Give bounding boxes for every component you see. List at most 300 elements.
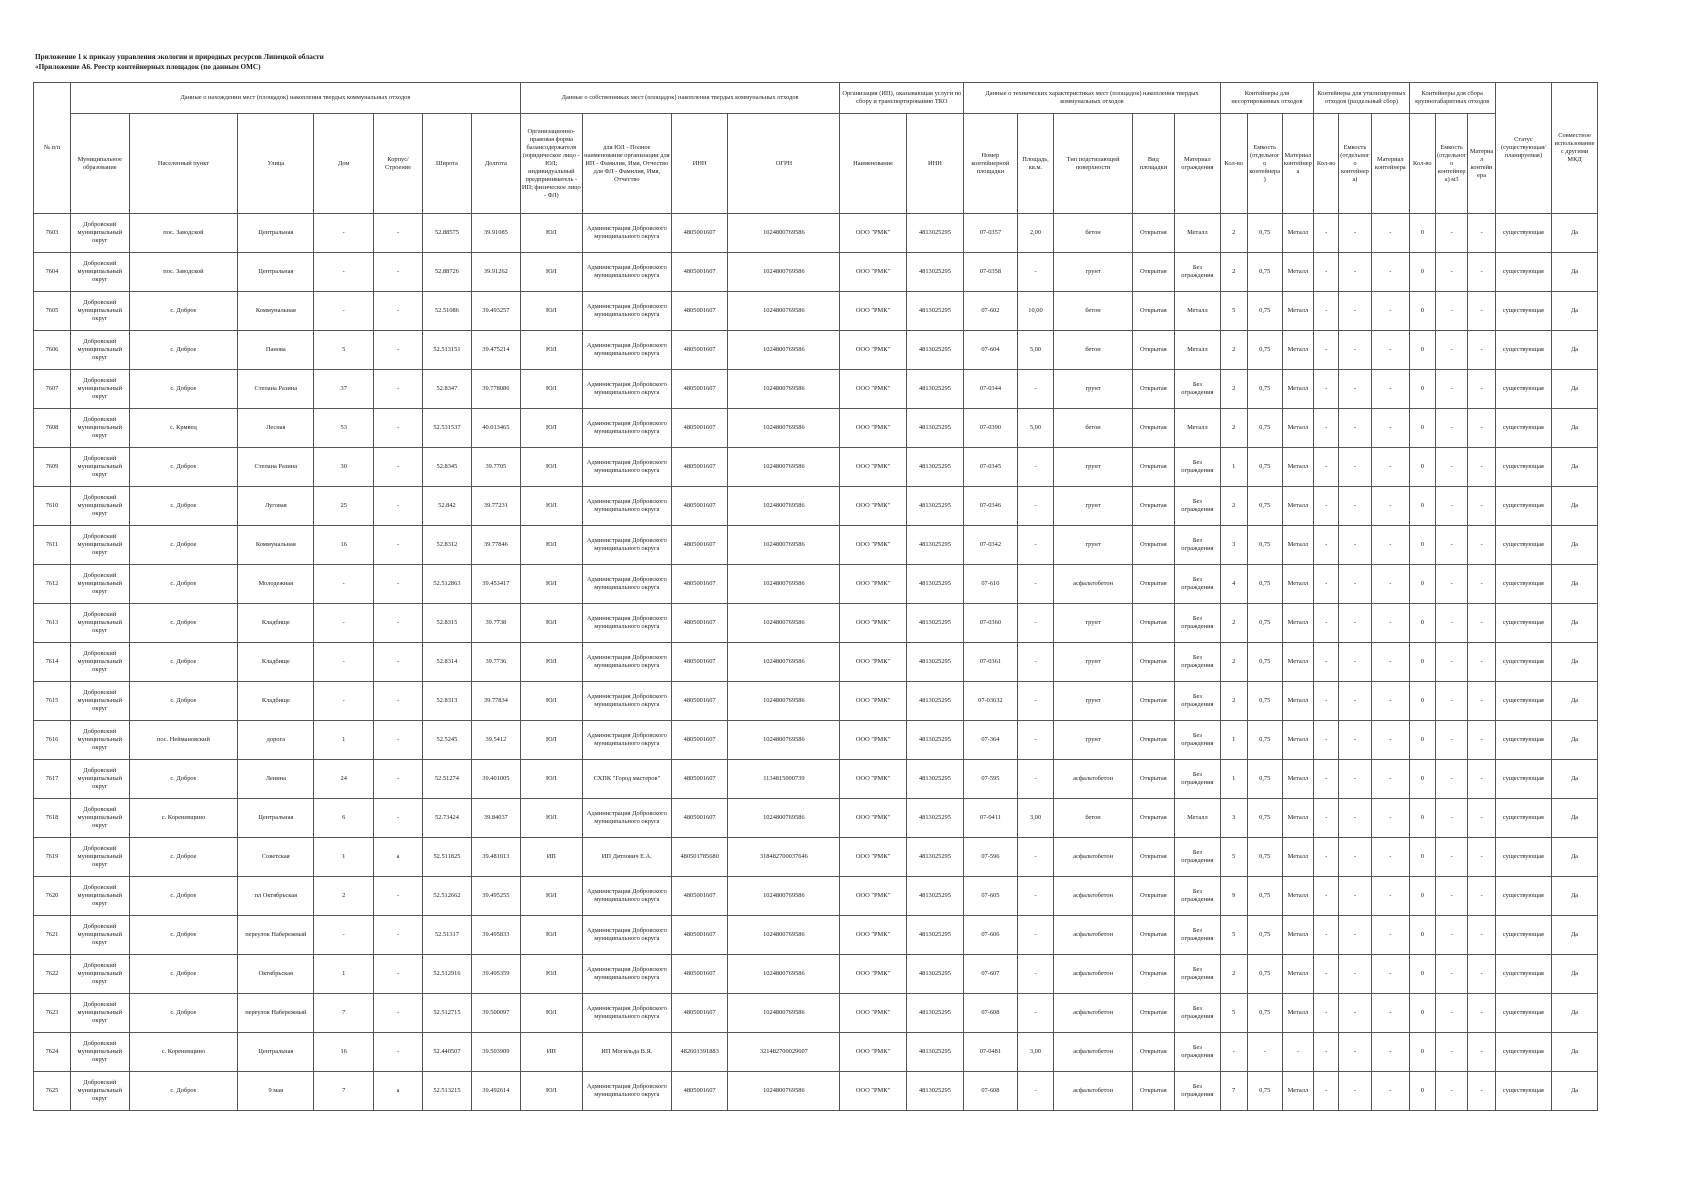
cell-bulky-capacity: - <box>1435 604 1468 643</box>
col-sorted-capacity: Емкость (отдельного контейнера) <box>1247 114 1282 214</box>
cell-status: существующая <box>1495 1033 1552 1072</box>
cell-inn: 4805001607 <box>671 916 728 955</box>
cell-municipality: Добровский муниципальный округ <box>70 799 129 838</box>
cell-bulky-material: - <box>1468 292 1495 331</box>
cell-area: - <box>1017 916 1054 955</box>
cell-settlement: с. Доброе <box>129 643 238 682</box>
cell-street: Центральная <box>238 214 314 253</box>
cell-recycle-material: - <box>1371 955 1409 994</box>
cell-bulky-count: 0 <box>1409 409 1435 448</box>
cell-org-name: ООО "РМК" <box>840 604 906 643</box>
cell-recycle-capacity: - <box>1339 877 1372 916</box>
cell-inn: 482601391883 <box>671 1033 728 1072</box>
cell-ogrn: 1024800769586 <box>728 721 840 760</box>
col-site-no: Номер контейнерной площадки <box>964 114 1017 214</box>
cell-site-no: 07-608 <box>964 994 1017 1033</box>
table-row <box>34 604 1598 643</box>
cell-area: - <box>1017 760 1054 799</box>
cell-sorted-capacity: 0,75 <box>1247 409 1282 448</box>
cell-org-name: ООО "РМК" <box>840 1033 906 1072</box>
cell-joint: Да <box>1552 526 1598 565</box>
cell-site-type: Открытая <box>1132 409 1174 448</box>
cell-sorted-count: 2 <box>1220 643 1247 682</box>
cell-sorted-material: Металл <box>1282 448 1314 487</box>
cell-recycle-material: - <box>1371 370 1409 409</box>
cell-house: 1 <box>314 955 374 994</box>
cell-org-name: ООО "РМК" <box>840 292 906 331</box>
cell-ogrn: 318482700037646 <box>728 838 840 877</box>
cell-org-name: ООО "РМК" <box>840 838 906 877</box>
cell-site-no: 07-610 <box>964 565 1017 604</box>
cell-legal-form: ЮЛ <box>520 526 582 565</box>
cell-owner-name: Администрация Добровского муниципального округа <box>582 214 671 253</box>
cell-lon: 39.7736 <box>471 643 520 682</box>
cell-municipality: Добровский муниципальный округ <box>70 916 129 955</box>
cell-bulky-count: 0 <box>1409 292 1435 331</box>
cell-recycle-count: - <box>1314 565 1339 604</box>
cell-sorted-material: Металл <box>1282 1072 1314 1111</box>
cell-municipality: Добровский муниципальный округ <box>70 370 129 409</box>
cell-sorted-material: Металл <box>1282 838 1314 877</box>
cell-org-inn: 4813025295 <box>906 838 964 877</box>
cell-street: Луговая <box>238 487 314 526</box>
cell-recycle-material: - <box>1371 838 1409 877</box>
cell-surface: грунт <box>1054 682 1132 721</box>
table-row <box>34 916 1598 955</box>
cell-bulky-material: - <box>1468 760 1495 799</box>
cell-lat: 52.88726 <box>423 253 472 292</box>
cell-sorted-material: Металл <box>1282 916 1314 955</box>
cell-num: 7605 <box>34 292 71 331</box>
cell-house: - <box>314 604 374 643</box>
cell-lat: 52.531537 <box>423 409 472 448</box>
cell-recycle-capacity: - <box>1339 214 1372 253</box>
col-bulky-material: Материал контейнера <box>1468 114 1495 214</box>
cell-house: 6 <box>314 799 374 838</box>
cell-house: - <box>314 682 374 721</box>
cell-status: существующая <box>1495 838 1552 877</box>
cell-org-name: ООО "РМК" <box>840 214 906 253</box>
cell-lon: 39.401005 <box>471 760 520 799</box>
cell-bulky-count: 0 <box>1409 526 1435 565</box>
cell-org-inn: 4813025295 <box>906 214 964 253</box>
cell-status: существующая <box>1495 799 1552 838</box>
cell-ogrn: 1134815000739 <box>728 760 840 799</box>
cell-joint: Да <box>1552 604 1598 643</box>
cell-ogrn: 1024800769586 <box>728 877 840 916</box>
cell-bulky-material: - <box>1468 955 1495 994</box>
cell-surface: бетон <box>1054 799 1132 838</box>
col-area: Площадь, кв.м. <box>1017 114 1054 214</box>
col-recycle-capacity: Емкость (отдельного контейнера) <box>1339 114 1372 214</box>
cell-org-name: ООО "РМК" <box>840 916 906 955</box>
cell-municipality: Добровский муниципальный округ <box>70 409 129 448</box>
cell-org-name: ООО "РМК" <box>840 955 906 994</box>
col-owner-name: для ЮЛ - Полное наименование организации для ИП - Фамилия, Имя, Отчество для ФЛ - Фамилия, Имя, Отчество <box>582 114 671 214</box>
cell-org-name: ООО "РМК" <box>840 994 906 1033</box>
cell-lon: 39.503909 <box>471 1033 520 1072</box>
cell-sorted-count: 4 <box>1220 565 1247 604</box>
cell-sorted-count: 3 <box>1220 526 1247 565</box>
cell-street: Коммунальная <box>238 526 314 565</box>
cell-area: - <box>1017 448 1054 487</box>
cell-num: 7603 <box>34 214 71 253</box>
cell-lon: 39.492614 <box>471 1072 520 1111</box>
cell-legal-form: ЮЛ <box>520 565 582 604</box>
cell-bulky-capacity: - <box>1435 643 1468 682</box>
cell-sorted-capacity: 0,75 <box>1247 214 1282 253</box>
cell-recycle-count: - <box>1314 487 1339 526</box>
cell-bulky-count: 0 <box>1409 994 1435 1033</box>
cell-sorted-capacity: 0,75 <box>1247 565 1282 604</box>
title-line-1: Приложение 1 к приказу управления экологии и природных ресурсов Липецкой области <box>35 53 324 61</box>
cell-inn: 4805001607 <box>671 292 728 331</box>
cell-building: - <box>374 292 423 331</box>
cell-org-name: ООО "РМК" <box>840 877 906 916</box>
cell-sorted-material: Металл <box>1282 292 1314 331</box>
table-row <box>34 955 1598 994</box>
cell-recycle-count: - <box>1314 331 1339 370</box>
cell-org-name: ООО "РМК" <box>840 799 906 838</box>
cell-joint: Да <box>1552 877 1598 916</box>
cell-area: - <box>1017 487 1054 526</box>
cell-ogrn: 1024800769586 <box>728 565 840 604</box>
cell-lat: 52.8313 <box>423 682 472 721</box>
cell-org-name: ООО "РМК" <box>840 721 906 760</box>
cell-owner-name: Администрация Добровского муниципального округа <box>582 292 671 331</box>
cell-joint: Да <box>1552 331 1598 370</box>
cell-num: 7609 <box>34 448 71 487</box>
cell-building: - <box>374 799 423 838</box>
cell-recycle-material: - <box>1371 916 1409 955</box>
cell-sorted-count: 2 <box>1220 409 1247 448</box>
cell-org-inn: 4813025295 <box>906 955 964 994</box>
cell-num: 7622 <box>34 955 71 994</box>
cell-ogrn: 1024800769586 <box>728 331 840 370</box>
cell-joint: Да <box>1552 916 1598 955</box>
cell-area: - <box>1017 526 1054 565</box>
col-municipality: Муниципальное образование <box>70 114 129 214</box>
cell-site-type: Открытая <box>1132 643 1174 682</box>
cell-recycle-material: - <box>1371 526 1409 565</box>
cell-num: 7611 <box>34 526 71 565</box>
cell-surface: асфальтобетон <box>1054 1033 1132 1072</box>
cell-org-name: ООО "РМК" <box>840 760 906 799</box>
cell-recycle-count: - <box>1314 877 1339 916</box>
cell-bulky-count: 0 <box>1409 370 1435 409</box>
cell-status: существующая <box>1495 487 1552 526</box>
cell-bulky-capacity: - <box>1435 448 1468 487</box>
cell-owner-name: Администрация Добровского муниципального округа <box>582 253 671 292</box>
cell-inn: 4805001607 <box>671 994 728 1033</box>
cell-surface: асфальтобетон <box>1054 955 1132 994</box>
cell-joint: Да <box>1552 292 1598 331</box>
cell-sorted-capacity: 0,75 <box>1247 916 1282 955</box>
cell-status: существующая <box>1495 214 1552 253</box>
cell-surface: грунт <box>1054 487 1132 526</box>
cell-num: 7607 <box>34 370 71 409</box>
cell-org-name: ООО "РМК" <box>840 1072 906 1111</box>
cell-status: существующая <box>1495 994 1552 1033</box>
cell-bulky-material: - <box>1468 916 1495 955</box>
cell-building: - <box>374 487 423 526</box>
cell-building: - <box>374 370 423 409</box>
cell-sorted-capacity: 0,75 <box>1247 643 1282 682</box>
cell-joint: Да <box>1552 799 1598 838</box>
cell-bulky-material: - <box>1468 487 1495 526</box>
cell-sorted-capacity: 0,75 <box>1247 682 1282 721</box>
cell-street: Центральная <box>238 799 314 838</box>
cell-recycle-capacity: - <box>1339 760 1372 799</box>
cell-street: переулок Набережный <box>238 994 314 1033</box>
cell-house: 37 <box>314 370 374 409</box>
cell-bulky-count: 0 <box>1409 721 1435 760</box>
cell-bulky-count: 0 <box>1409 760 1435 799</box>
title-line-2: «Приложение А6. Реестр контейнерных площадок (по данным ОМС) <box>35 63 261 71</box>
cell-lon: 39.493257 <box>471 292 520 331</box>
cell-lon: 39.495255 <box>471 877 520 916</box>
cell-building: - <box>374 877 423 916</box>
cell-legal-form: ЮЛ <box>520 877 582 916</box>
table-row <box>34 409 1598 448</box>
cell-area: 10,00 <box>1017 292 1054 331</box>
cell-inn: 4805001607 <box>671 682 728 721</box>
cell-bulky-count: 0 <box>1409 916 1435 955</box>
cell-area: - <box>1017 370 1054 409</box>
cell-bulky-material: - <box>1468 1033 1495 1072</box>
cell-lat: 52.5245 <box>423 721 472 760</box>
cell-lon: 39.500097 <box>471 994 520 1033</box>
cell-municipality: Добровский муниципальный округ <box>70 643 129 682</box>
cell-bulky-count: 0 <box>1409 682 1435 721</box>
cell-sorted-count: 2 <box>1220 214 1247 253</box>
cell-bulky-capacity: - <box>1435 1033 1468 1072</box>
cell-municipality: Добровский муниципальный округ <box>70 292 129 331</box>
cell-owner-name: Администрация Добровского муниципального округа <box>582 409 671 448</box>
table-row <box>34 565 1598 604</box>
cell-sorted-material: Металл <box>1282 799 1314 838</box>
cell-building: - <box>374 994 423 1033</box>
cell-site-type: Открытая <box>1132 253 1174 292</box>
cell-owner-name: ИП Могильда В.Я. <box>582 1033 671 1072</box>
cell-settlement: с. Доброе <box>129 955 238 994</box>
cell-legal-form: ЮЛ <box>520 760 582 799</box>
cell-org-inn: 4813025295 <box>906 487 964 526</box>
cell-sorted-capacity: 0,75 <box>1247 253 1282 292</box>
cell-municipality: Добровский муниципальный округ <box>70 565 129 604</box>
cell-status: существующая <box>1495 955 1552 994</box>
cell-building: - <box>374 565 423 604</box>
cell-building: - <box>374 916 423 955</box>
cell-settlement: с. Доброе <box>129 487 238 526</box>
cell-settlement: с. Доброе <box>129 565 238 604</box>
cell-inn: 4805001607 <box>671 448 728 487</box>
cell-municipality: Добровский муниципальный округ <box>70 526 129 565</box>
cell-site-no: 07-602 <box>964 292 1017 331</box>
cell-ogrn: 1024800769586 <box>728 214 840 253</box>
cell-org-name: ООО "РМК" <box>840 643 906 682</box>
cell-bulky-capacity: - <box>1435 409 1468 448</box>
header-group-row <box>34 83 1598 114</box>
cell-legal-form: ЮЛ <box>520 994 582 1033</box>
cell-municipality: Добровский муниципальный округ <box>70 487 129 526</box>
cell-bulky-count: 0 <box>1409 838 1435 877</box>
cell-fence: Без ограждения <box>1175 877 1221 916</box>
col-bulky-capacity: Емкость (отдельного контейнера) м3 <box>1435 114 1468 214</box>
cell-lat: 52.8314 <box>423 643 472 682</box>
cell-recycle-count: - <box>1314 214 1339 253</box>
cell-lat: 52.51086 <box>423 292 472 331</box>
cell-owner-name: Администрация Добровского муниципального округа <box>582 994 671 1033</box>
cell-org-inn: 4813025295 <box>906 292 964 331</box>
cell-org-inn: 4813025295 <box>906 526 964 565</box>
cell-joint: Да <box>1552 448 1598 487</box>
cell-settlement: с. Доброе <box>129 604 238 643</box>
cell-surface: грунт <box>1054 448 1132 487</box>
cell-sorted-material: Металл <box>1282 370 1314 409</box>
cell-fence: Без ограждения <box>1175 760 1221 799</box>
cell-fence: Без ограждения <box>1175 916 1221 955</box>
cell-joint: Да <box>1552 565 1598 604</box>
cell-status: существующая <box>1495 409 1552 448</box>
cell-bulky-capacity: - <box>1435 877 1468 916</box>
cell-recycle-capacity: - <box>1339 331 1372 370</box>
cell-site-no: 07-0390 <box>964 409 1017 448</box>
table-row <box>34 1072 1598 1111</box>
cell-settlement: с. Доброе <box>129 682 238 721</box>
cell-legal-form: ИП <box>520 838 582 877</box>
cell-bulky-material: - <box>1468 604 1495 643</box>
cell-fence: Без ограждения <box>1175 526 1221 565</box>
cell-municipality: Добровский муниципальный округ <box>70 838 129 877</box>
cell-org-name: ООО "РМК" <box>840 487 906 526</box>
cell-legal-form: ЮЛ <box>520 370 582 409</box>
cell-bulky-material: - <box>1468 877 1495 916</box>
cell-owner-name: Администрация Добровского муниципального округа <box>582 565 671 604</box>
cell-sorted-count: 1 <box>1220 721 1247 760</box>
cell-recycle-count: - <box>1314 1072 1339 1111</box>
cell-area: 2,00 <box>1017 214 1054 253</box>
cell-recycle-capacity: - <box>1339 604 1372 643</box>
cell-lon: 39.91262 <box>471 253 520 292</box>
cell-municipality: Добровский муниципальный округ <box>70 448 129 487</box>
cell-sorted-material: Металл <box>1282 760 1314 799</box>
cell-house: 1 <box>314 838 374 877</box>
cell-ogrn: 1024800769586 <box>728 1072 840 1111</box>
cell-bulky-material: - <box>1468 214 1495 253</box>
cell-num: 7606 <box>34 331 71 370</box>
cell-bulky-material: - <box>1468 799 1495 838</box>
cell-building: - <box>374 721 423 760</box>
cell-ogrn: 1024800769586 <box>728 370 840 409</box>
cell-recycle-count: - <box>1314 526 1339 565</box>
cell-num: 7623 <box>34 994 71 1033</box>
cell-recycle-count: - <box>1314 604 1339 643</box>
cell-house: 7 <box>314 1072 374 1111</box>
cell-lat: 52.440507 <box>423 1033 472 1072</box>
cell-site-type: Открытая <box>1132 955 1174 994</box>
col-num: № п/п <box>34 83 71 214</box>
cell-fence: Без ограждения <box>1175 487 1221 526</box>
cell-inn: 4805001607 <box>671 721 728 760</box>
col-recycle-count: Кол-во <box>1314 114 1339 214</box>
cell-bulky-material: - <box>1468 721 1495 760</box>
cell-street: переулок Набережный <box>238 916 314 955</box>
table-row <box>34 487 1598 526</box>
table-row <box>34 760 1598 799</box>
cell-sorted-material: Металл <box>1282 955 1314 994</box>
cell-sorted-material: Металл <box>1282 877 1314 916</box>
cell-site-type: Открытая <box>1132 1072 1174 1111</box>
cell-settlement: с. Доброе <box>129 838 238 877</box>
cell-settlement: с. Доброе <box>129 877 238 916</box>
cell-fence: Без ограждения <box>1175 994 1221 1033</box>
cell-legal-form: ЮЛ <box>520 253 582 292</box>
cell-org-inn: 4813025295 <box>906 994 964 1033</box>
cell-house: 16 <box>314 526 374 565</box>
cell-area: - <box>1017 253 1054 292</box>
cell-org-inn: 4813025295 <box>906 331 964 370</box>
cell-house: - <box>314 292 374 331</box>
cell-legal-form: ЮЛ <box>520 643 582 682</box>
cell-house: - <box>314 253 374 292</box>
cell-owner-name: Администрация Добровского муниципального округа <box>582 877 671 916</box>
cell-num: 7615 <box>34 682 71 721</box>
cell-ogrn: 321482700029607 <box>728 1033 840 1072</box>
cell-bulky-count: 0 <box>1409 565 1435 604</box>
cell-site-no: 07-0361 <box>964 643 1017 682</box>
table-row <box>34 838 1598 877</box>
cell-owner-name: Администрация Добровского муниципального округа <box>582 331 671 370</box>
col-lon: Долгота <box>471 114 520 214</box>
cell-surface: грунт <box>1054 370 1132 409</box>
cell-surface: бетон <box>1054 214 1132 253</box>
col-legal-form: Организационно-правовая форма балансодержателя (юридическое лицо - ЮЛ; индивидуальный предприниматель - ИП; физическое лицо - ФЛ) <box>520 114 582 214</box>
cell-site-no: 07-608 <box>964 1072 1017 1111</box>
cell-joint: Да <box>1552 682 1598 721</box>
col-sorted-material: Материал контейнера <box>1282 114 1314 214</box>
cell-joint: Да <box>1552 487 1598 526</box>
cell-street: Советская <box>238 838 314 877</box>
group-bulky: Контейнеры для сбора крупногабаритных отходов <box>1409 83 1495 114</box>
cell-sorted-count: 2 <box>1220 604 1247 643</box>
cell-status: существующая <box>1495 448 1552 487</box>
cell-recycle-capacity: - <box>1339 526 1372 565</box>
group-location: Данные о нахождении мест (площадок) накопления твердых коммунальных отходов <box>70 83 520 114</box>
cell-bulky-material: - <box>1468 643 1495 682</box>
cell-bulky-count: 0 <box>1409 448 1435 487</box>
cell-site-no: 07-0342 <box>964 526 1017 565</box>
cell-municipality: Добровский муниципальный округ <box>70 721 129 760</box>
cell-num: 7620 <box>34 877 71 916</box>
cell-recycle-material: - <box>1371 682 1409 721</box>
cell-fence: Без ограждения <box>1175 955 1221 994</box>
cell-fence: Без ограждения <box>1175 643 1221 682</box>
cell-legal-form: ЮЛ <box>520 955 582 994</box>
table-body <box>34 214 1598 1111</box>
cell-settlement: с. Доброе <box>129 370 238 409</box>
cell-lat: 52.51317 <box>423 916 472 955</box>
cell-status: существующая <box>1495 760 1552 799</box>
cell-org-inn: 4813025295 <box>906 409 964 448</box>
cell-num: 7618 <box>34 799 71 838</box>
cell-sorted-count: 1 <box>1220 448 1247 487</box>
cell-municipality: Добровский муниципальный округ <box>70 682 129 721</box>
cell-sorted-capacity: 0,75 <box>1247 487 1282 526</box>
cell-site-no: 07-596 <box>964 838 1017 877</box>
col-bulky-count: Кол-во <box>1409 114 1435 214</box>
cell-bulky-count: 0 <box>1409 643 1435 682</box>
